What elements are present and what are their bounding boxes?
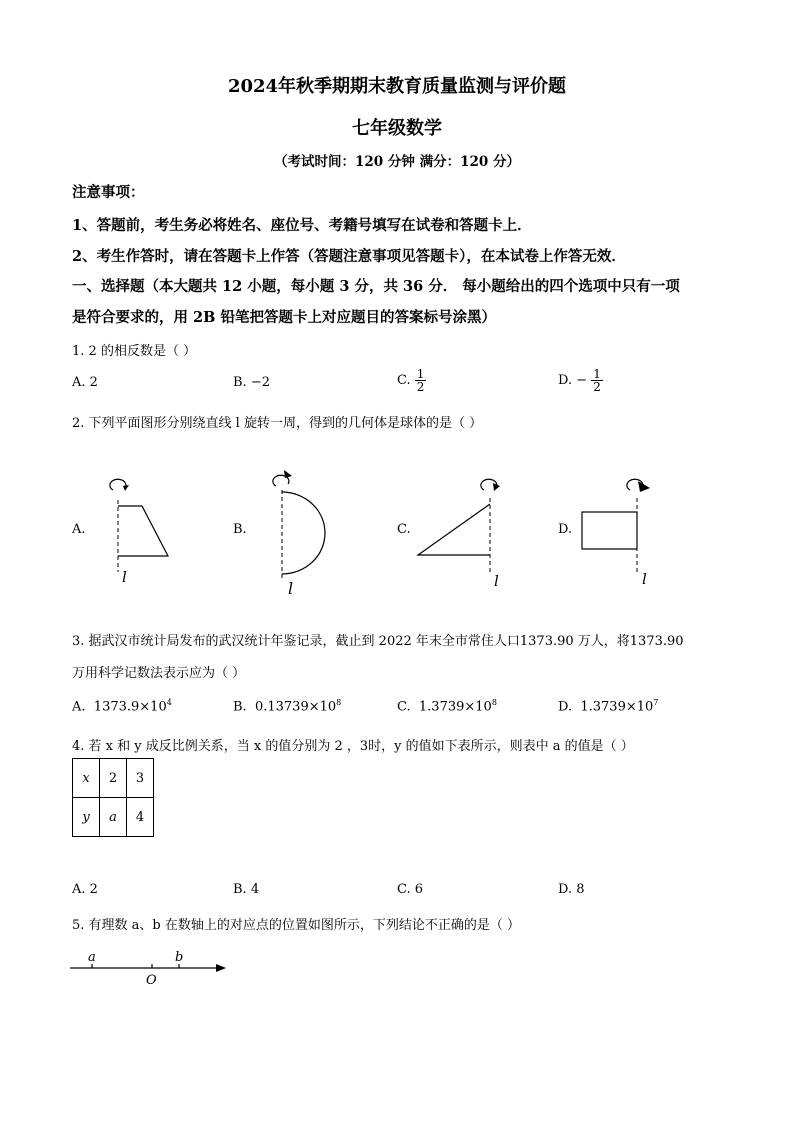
origin-label: O (146, 973, 157, 988)
table-row (73, 759, 154, 798)
q4-value-table (72, 758, 154, 837)
q1-option-c-fraction (415, 368, 427, 393)
table-cell: 2 (100, 759, 127, 798)
fraction-denominator: 2 (416, 380, 425, 394)
rotation-arrow-icon (110, 479, 126, 490)
axis-label: l (494, 572, 499, 590)
note-item: 1、答题前，考生务必将姓名、座位号、考籍号填写在试卷和答题卡上． (72, 217, 532, 234)
exponent: 7 (653, 698, 659, 707)
q3-option-c[interactable] (397, 698, 497, 714)
q1-option-c-label: C. (397, 373, 411, 388)
q2-figure-b-semicircle (262, 466, 342, 600)
question-1-stem: 1. 2 的相反数是（ ） (72, 344, 197, 359)
q4-option-b[interactable]: B. 4 (233, 882, 260, 897)
semicircle-shape (282, 492, 325, 574)
exponent: 8 (491, 698, 497, 707)
fraction-denominator: 2 (593, 380, 601, 394)
question-3-stem-cont: 万用科学记数法表示应为（ ） (72, 666, 246, 681)
notes-heading: 注意事项： (72, 184, 145, 201)
q1-option-b[interactable]: B. −2 (233, 375, 270, 390)
triangle-shape (418, 504, 490, 555)
q3-option-a-label: A. (72, 699, 86, 715)
point-b-label: b (175, 950, 184, 965)
document-title: 2024年秋季期期末教育质量监测与评价题 (227, 76, 567, 97)
q2-figure-a-trapezoid (95, 472, 185, 592)
point-a-label: a (88, 950, 96, 965)
q3-option-c-value: 1.3739×10 (418, 699, 492, 715)
table-cell: 4 (127, 798, 154, 837)
question-5-stem: 5. 有理数 a、b 在数轴上的对应点的位置如图所示，下列结论不正确的是（ ） (72, 918, 521, 933)
table-cell: y (73, 798, 100, 837)
question-2-stem: 2. 下列平面图形分别绕直线 l 旋转一周，得到的几何体是球体的是（ ） (72, 416, 483, 431)
q2-option-a-label[interactable]: A. (72, 522, 86, 537)
q3-option-c-label: C. (397, 699, 411, 715)
q3-option-d-value: 1.3739×10 (580, 699, 654, 715)
exponent: 8 (336, 698, 342, 707)
q2-option-c-label[interactable]: C. (397, 522, 411, 537)
arrow-head-icon (284, 470, 292, 478)
arrow-head-icon (123, 485, 129, 491)
q3-option-b[interactable] (233, 698, 341, 714)
axis-label: l (288, 579, 294, 598)
document-subject: 七年级数学 (352, 118, 442, 139)
q3-option-b-label: B. (233, 699, 247, 715)
q4-option-c[interactable]: C. 6 (397, 882, 424, 897)
q4-option-d[interactable]: D. 8 (558, 882, 585, 897)
exam-info: （考试时间：120 分钟 满分：120 分） (274, 154, 520, 170)
q1-option-d[interactable] (558, 368, 603, 393)
exponent: 4 (166, 698, 172, 707)
fraction-numerator: 1 (593, 367, 601, 381)
section-heading: 一、选择题（本大题共 12 小题，每小题 3 分，共 36 分． 每小题给出的四个选项中只有一项 (72, 278, 680, 295)
question-4-stem: 4. 若 x 和 y 成反比例关系，当 x 的值分别为 2 ，3时，y 的值如下表所示，则表中 a 的值是（ ） (72, 739, 634, 754)
q3-option-d-label: D. (558, 699, 573, 715)
q2-option-b-label[interactable]: B. (233, 522, 247, 537)
q4-option-a[interactable]: A. 2 (72, 882, 98, 897)
q2-option-d-label[interactable]: D. (558, 522, 573, 537)
q3-option-a-value: 1373.9×10 (93, 699, 167, 715)
fraction-numerator: 1 (416, 367, 425, 381)
q3-option-d[interactable] (558, 698, 658, 714)
q2-figure-d-rectangle (574, 472, 664, 592)
trapezoid-shape (118, 506, 168, 556)
q3-option-a[interactable] (72, 698, 172, 714)
q1-option-a[interactable]: A. 2 (72, 375, 98, 390)
q5-number-line (68, 944, 233, 990)
q1-option-d-fraction (591, 368, 603, 393)
question-3-stem: 3. 据武汉市统计局发布的武汉统计年鉴记录，截止到 2022 年末全市常住人口1373.90 万人，将1373.90 (72, 634, 684, 649)
arrow-head-icon (638, 481, 650, 492)
q2-figure-c-triangle (414, 472, 514, 592)
rectangle-shape (582, 512, 637, 549)
note-item: 2、考生作答时，请在答题卡上作答（答题注意事项见答题卡），在本试卷上作答无效． (72, 248, 626, 265)
axis-label: l (122, 568, 127, 586)
table-cell: x (73, 759, 100, 798)
arrow-right-icon (216, 964, 226, 972)
section-heading-cont: 是符合要求的，用 2B 铅笔把答题卡上对应题目的答案标号涂黑） (72, 309, 496, 326)
q1-option-c[interactable] (397, 368, 426, 393)
axis-label: l (642, 570, 647, 588)
table-row (73, 798, 154, 837)
q1-option-d-label: D. − (558, 373, 588, 388)
table-cell: a (100, 798, 127, 837)
q3-option-b-value: 0.13739×10 (254, 699, 337, 715)
table-cell: 3 (127, 759, 154, 798)
